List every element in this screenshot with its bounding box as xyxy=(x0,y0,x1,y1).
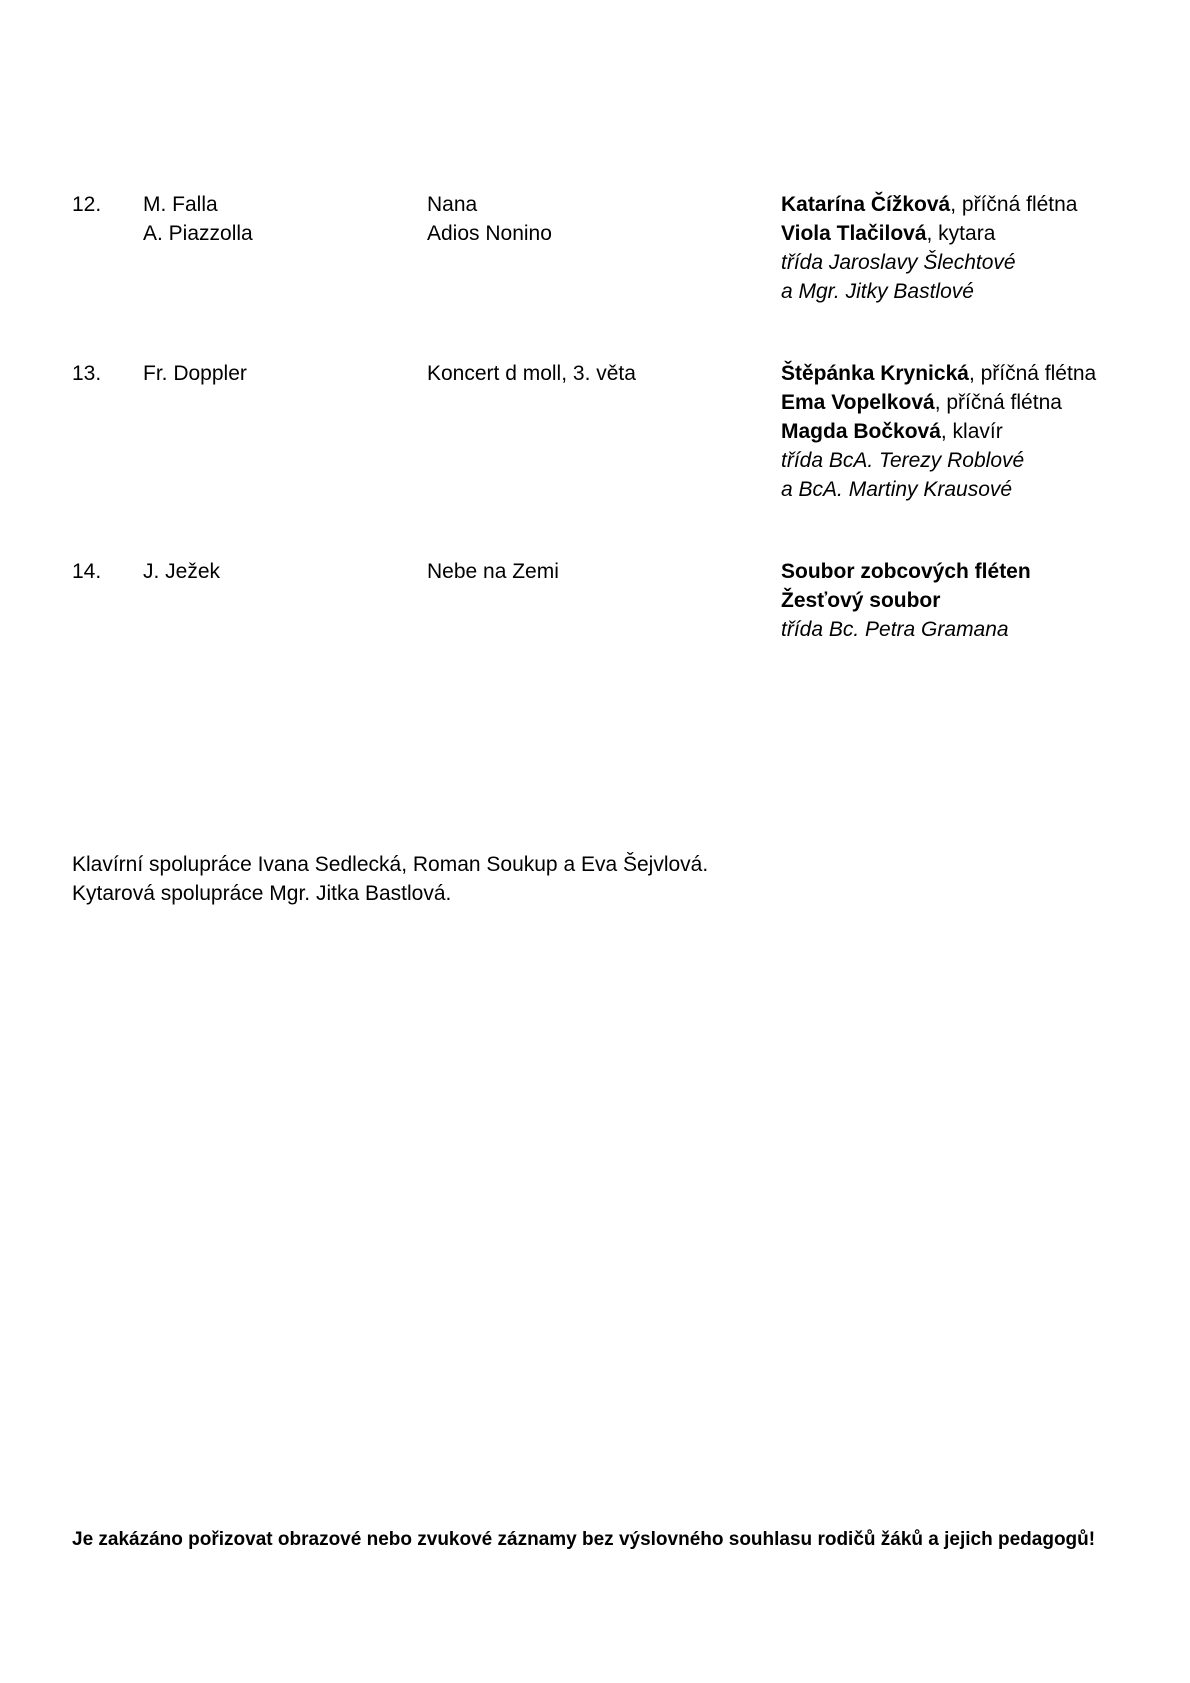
performer-list xyxy=(781,190,1077,306)
composer: Fr. Doppler xyxy=(143,362,247,385)
entry-number: 13. xyxy=(72,362,102,385)
performer-instrument: , příčná flétna xyxy=(934,391,1062,414)
composer: A. Piazzolla xyxy=(143,222,253,245)
performer xyxy=(781,417,1096,446)
accompaniment-notes xyxy=(72,850,708,908)
composer-list xyxy=(143,359,247,388)
performer xyxy=(781,388,1096,417)
entry-number: 14. xyxy=(72,560,102,583)
performer xyxy=(781,219,1077,248)
teacher-class: třída Jaroslavy Šlechtové xyxy=(781,251,1016,274)
performer-name: Magda Bočková xyxy=(781,420,941,443)
performer-name: Štěpánka Krynická xyxy=(781,362,969,385)
composer: M. Falla xyxy=(143,193,218,216)
work-list xyxy=(427,190,552,248)
work-list xyxy=(427,359,636,388)
composer-list xyxy=(143,190,253,248)
composer: J. Ježek xyxy=(143,560,221,583)
performer-list xyxy=(781,557,1031,644)
work-title: Adios Nonino xyxy=(427,222,552,245)
performer-instrument: , kytara xyxy=(926,222,996,245)
performer-name: Viola Tlačilová xyxy=(781,222,927,245)
performer-instrument: , příčná flétna xyxy=(950,193,1078,216)
composer-list xyxy=(143,557,220,586)
performer-instrument: , klavír xyxy=(940,420,1003,443)
work-title: Koncert d moll, 3. věta xyxy=(427,362,636,385)
performer-name: Soubor zobcových fléten xyxy=(781,560,1031,583)
work-list xyxy=(427,557,559,586)
performer xyxy=(781,190,1077,219)
performer xyxy=(781,359,1096,388)
teacher-class: a BcA. Martiny Krausové xyxy=(781,478,1013,501)
recording-prohibition-notice: Je zakázáno pořizovat obrazové nebo zvukové záznamy bez výslovného souhlasu rodičů žáků a jejich pedagogů! xyxy=(72,1529,1096,1550)
performer-name: Ema Vopelková xyxy=(781,391,935,414)
teacher-class: třída BcA. Terezy Roblové xyxy=(781,449,1025,472)
performer-name: Žesťový soubor xyxy=(781,589,941,612)
teacher-class: a Mgr. Jitky Bastlové xyxy=(781,280,974,303)
work-title: Nebe na Zemi xyxy=(427,560,559,583)
performer-list xyxy=(781,359,1096,504)
piano-accompaniment-note: Klavírní spolupráce Ivana Sedlecká, Roman Soukup a Eva Šejvlová. xyxy=(72,853,709,876)
performer-name: Katarína Čížková xyxy=(781,193,951,216)
guitar-accompaniment-note: Kytarová spolupráce Mgr. Jitka Bastlová. xyxy=(72,882,452,905)
entry-number: 12. xyxy=(72,193,102,216)
teacher-class: třída Bc. Petra Gramana xyxy=(781,618,1009,641)
performer xyxy=(781,586,1031,615)
performer xyxy=(781,557,1031,586)
work-title: Nana xyxy=(427,193,478,216)
performer-instrument: , příčná flétna xyxy=(968,362,1097,385)
